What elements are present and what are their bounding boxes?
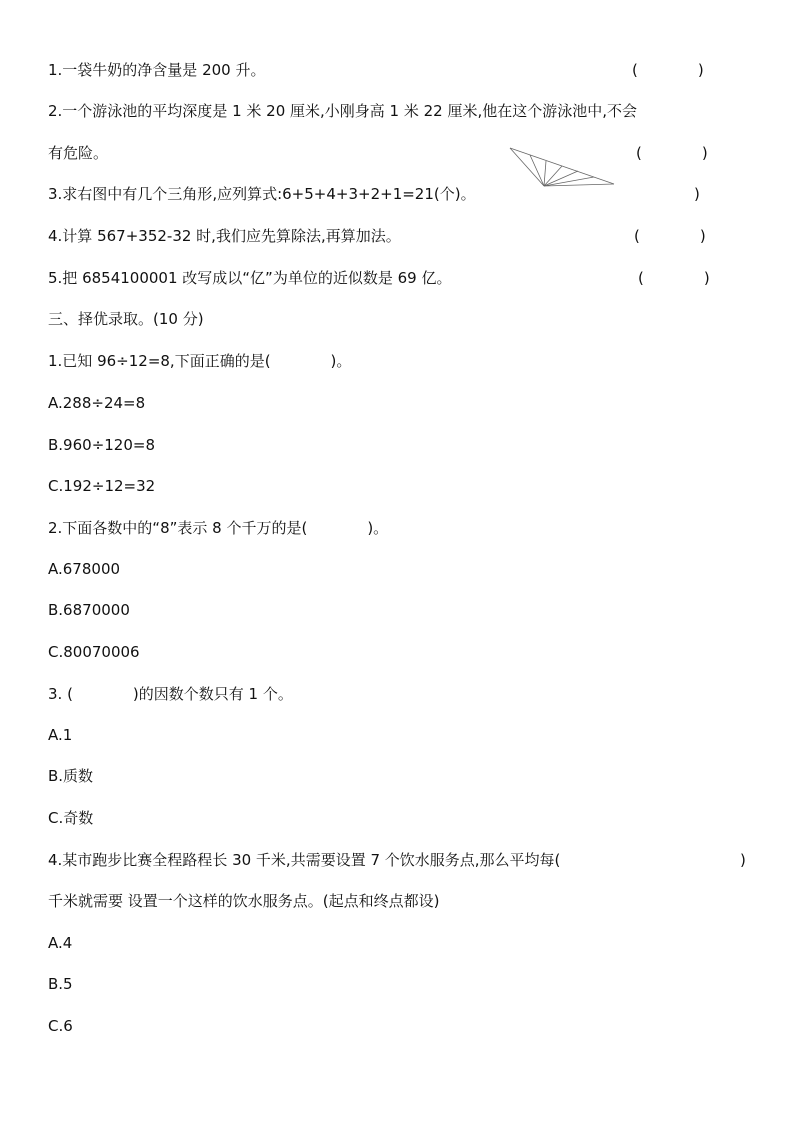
choice-q2-option-b: B.6870000: [48, 601, 130, 619]
judgment-q2-line2: 有危险。: [48, 144, 109, 162]
judgment-q1: 1.一袋牛奶的净含量是 200 升。: [48, 61, 266, 79]
choice-q1-stem: 1.已知 96÷12=8,下面正确的是( )。: [48, 352, 352, 370]
choice-q1-option-a: A.288÷24=8: [48, 394, 146, 412]
choice-q3-option-c: C.奇数: [48, 809, 94, 827]
choice-q2-option-c: C.80070006: [48, 643, 140, 661]
answer-paren-q5: ( ): [638, 269, 710, 287]
judgment-q3: 3.求右图中有几个三角形,应列算式:6+5+4+3+2+1=21(个)。: [48, 185, 476, 203]
choice-q3-stem: 3. ( )的因数个数只有 1 个。: [48, 685, 293, 703]
judgment-q5: 5.把 6854100001 改写成以“亿”为单位的近似数是 69 亿。: [48, 269, 452, 287]
answer-paren-q2: ( ): [636, 144, 708, 162]
choice-q3-option-b: B.质数: [48, 767, 94, 785]
choice-q4-paren-close: ): [740, 851, 746, 869]
choice-q1-option-c: C.192÷12=32: [48, 477, 156, 495]
choice-q4-stem-line1: 4.某市跑步比赛全程路程长 30 千米,共需要设置 7 个饮水服务点,那么平均每(: [48, 851, 561, 869]
choice-q2-stem: 2.下面各数中的“8”表示 8 个千万的是( )。: [48, 519, 389, 537]
triangle-fan-figure: [508, 146, 618, 190]
judgment-q2-line1: 2.一个游泳池的平均深度是 1 米 20 厘米,小刚身高 1 米 22 厘米,他在这个游泳池中,不会: [48, 102, 638, 120]
judgment-q4: 4.计算 567+352-32 时,我们应先算除法,再算加法。: [48, 227, 401, 245]
answer-paren-q3: ): [694, 185, 700, 203]
answer-paren-q1: ( ): [632, 61, 704, 79]
section-title: 三、择优录取。(10 分): [48, 310, 204, 328]
choice-q4-option-c: C.6: [48, 1017, 73, 1035]
choice-q1-option-b: B.960÷120=8: [48, 436, 155, 454]
choice-q4-option-b: B.5: [48, 975, 73, 993]
choice-q4-option-a: A.4: [48, 934, 73, 952]
choice-q4-stem-line2: 千米就需要 设置一个这样的饮水服务点。(起点和终点都设): [48, 892, 440, 910]
choice-q2-option-a: A.678000: [48, 560, 121, 578]
answer-paren-q4: ( ): [634, 227, 706, 245]
choice-q3-option-a: A.1: [48, 726, 73, 744]
